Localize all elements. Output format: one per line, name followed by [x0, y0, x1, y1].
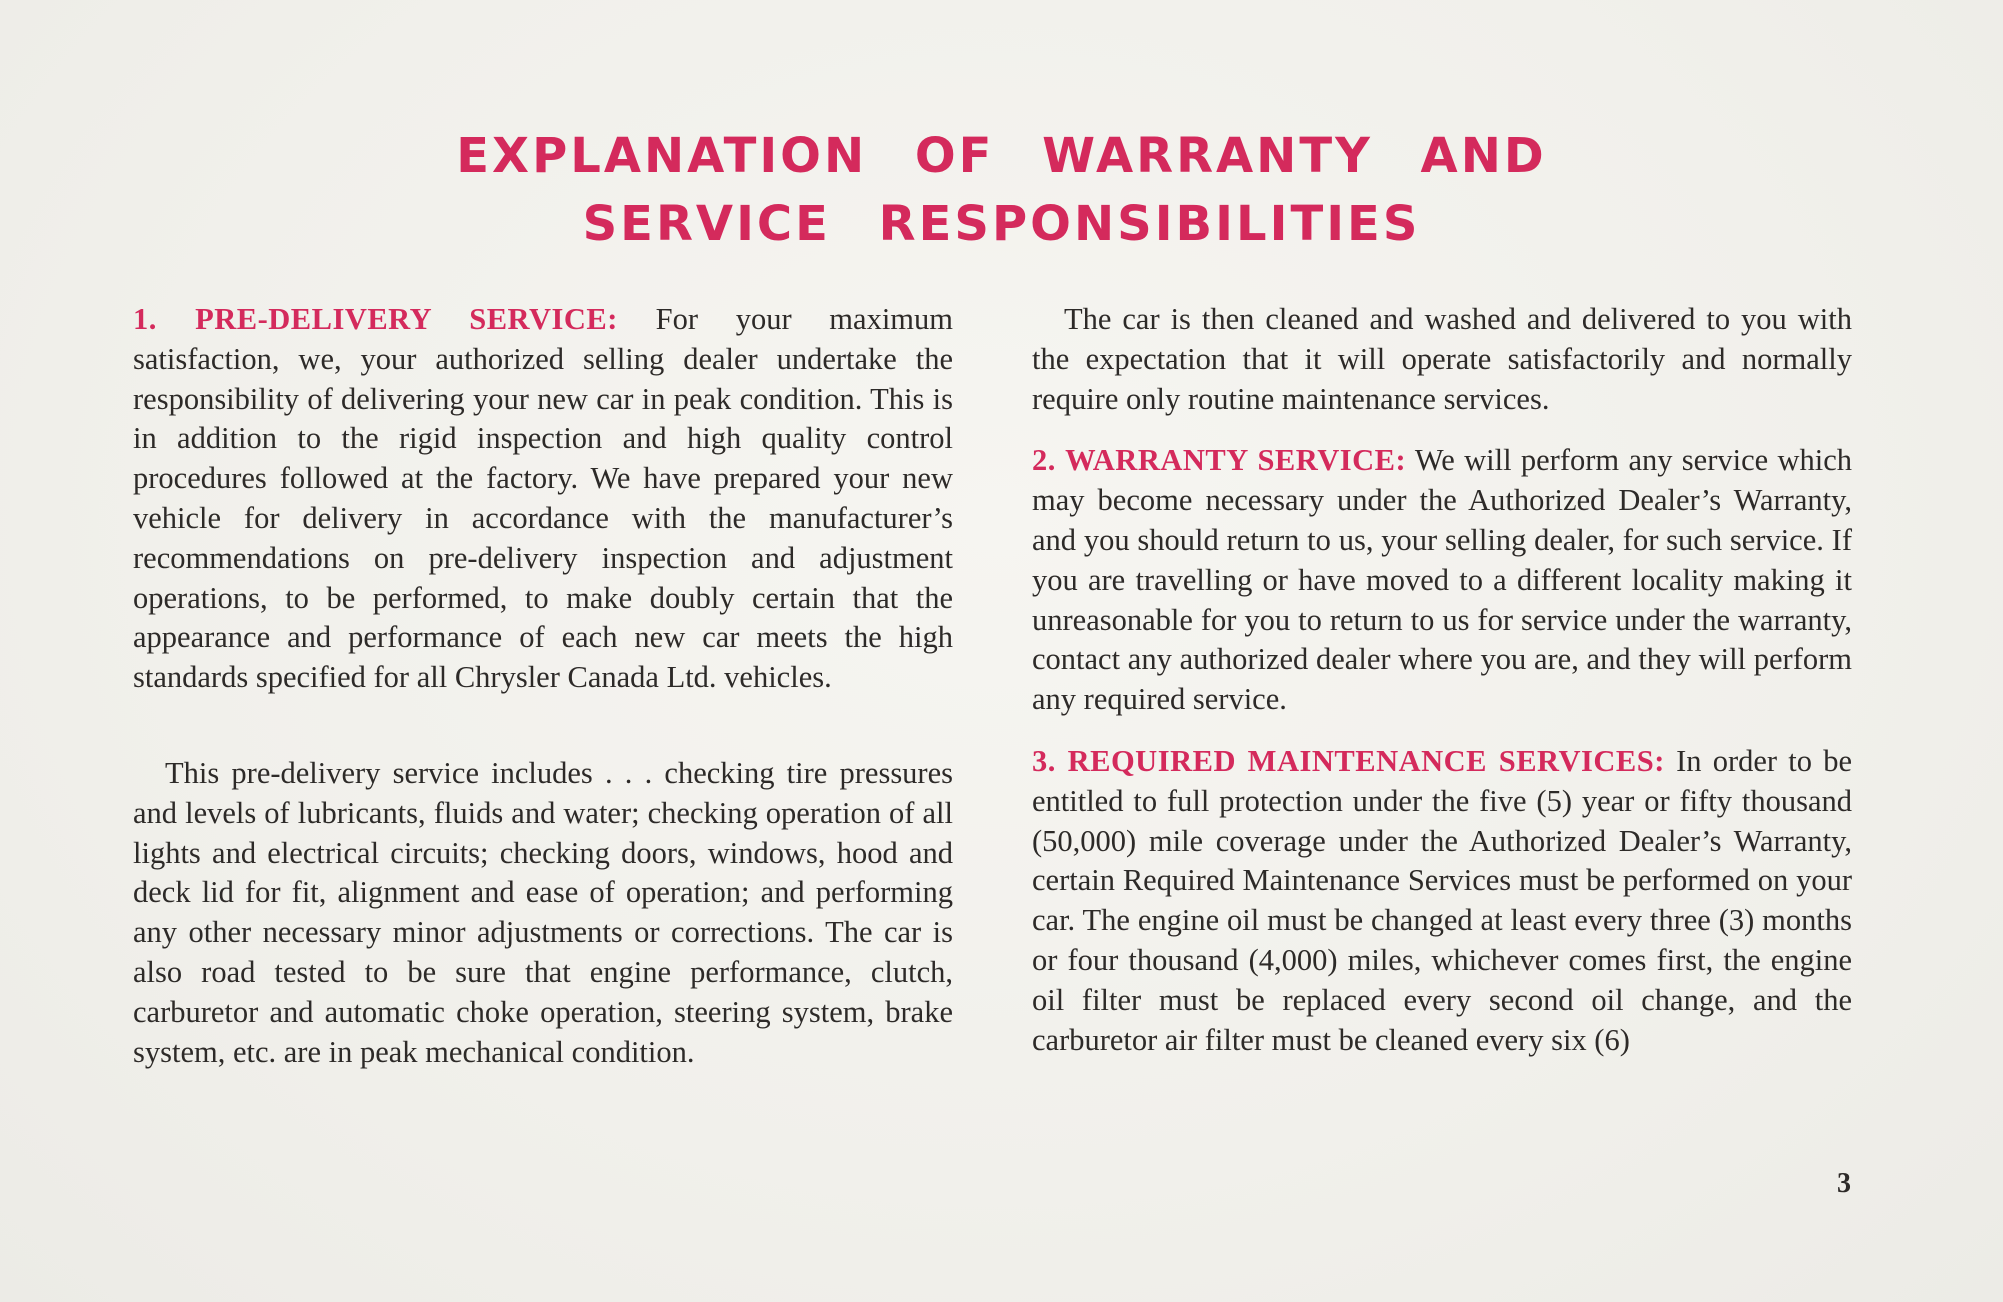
- page-title-line-1: EXPLANATION OF WARRANTY AND: [456, 128, 1547, 184]
- left-column: [133, 300, 953, 1072]
- section-heading-pre-delivery: 1. PRE-DELIVERY SERVICE:: [133, 302, 618, 336]
- section-warranty-service: [1032, 441, 1852, 720]
- section-text-warranty: We will perform any service which may become necessary under the Authorized Dealer’s Warranty, and you should return to us, your selling dealer, for such service. If you are travelling or have moved to a different locality making it unreasonable for you to return to us for service under the warranty, contact any authorized dealer where you are, and they will perform any required service.: [1032, 443, 1853, 717]
- paragraph-pre-delivery-includes: This pre-delivery service includes . . . checking tire pressures and levels of lubricants, fluids and water; checking operation of all lights and electrical circuits; checking doors, windows, hood and deck lid for fit, alignment and ease of operation; and performing any other necessary minor adjustments or corrections. The car is also road tested to be sure that engine performance, clutch, carburetor and automatic choke operation, steering system, brake system, etc. are in peak mechanical condition.: [133, 755, 953, 1069]
- paragraph-spacer: [1032, 720, 1852, 742]
- page-title-line-2: SERVICE RESPONSIBILITIES: [582, 196, 1421, 252]
- paragraph-cleaned-and-delivered: The car is then cleaned and washed and delivered to you with the expectation that it will operate satisfactorily and normally require only routine maintenance services.: [1032, 302, 1852, 416]
- page-number: 3: [1837, 1168, 1851, 1199]
- section-pre-delivery-service: [133, 300, 953, 698]
- section-text-pre-delivery: For your maximum satisfaction, we, your authorized selling dealer undertake the responsibility of delivering your new car in peak condition. This is in addition to the rigid inspection and high quality control procedures followed at the factory. We have prepared your new vehicle for delivery in accordance with the manufacturer’s recommendations on pre-delivery inspection and adjustment operations, to be performed, to make doubly certain that the appearance and performance of each new car meets the high standards specified for all Chrysler Canada Ltd. vehicles.: [133, 302, 953, 695]
- section-heading-warranty: 2. WARRANTY SERVICE:: [1032, 443, 1407, 478]
- section-heading-maintenance: 3. REQUIRED MAINTENANCE SERVICES:: [1032, 743, 1665, 778]
- paragraph-spacer: [1032, 419, 1852, 441]
- paragraph-spacer: [133, 698, 953, 754]
- section-required-maintenance: [1032, 742, 1852, 1060]
- section-text-maintenance: In order to be entitled to full protection under the five (5) year or fifty thousand (50,000) mile coverage under the Authorized Dealer’s Warranty, certain Required Maintenance Services must be performed on your car. The engine oil must be changed at least every three (3) months or four thousand (4,000) miles, whichever comes first, the engine oil filter must be replaced every second oil change, and the carburetor air filter must be cleaned every six (6): [1032, 743, 1853, 1057]
- right-column: [1032, 300, 1852, 1060]
